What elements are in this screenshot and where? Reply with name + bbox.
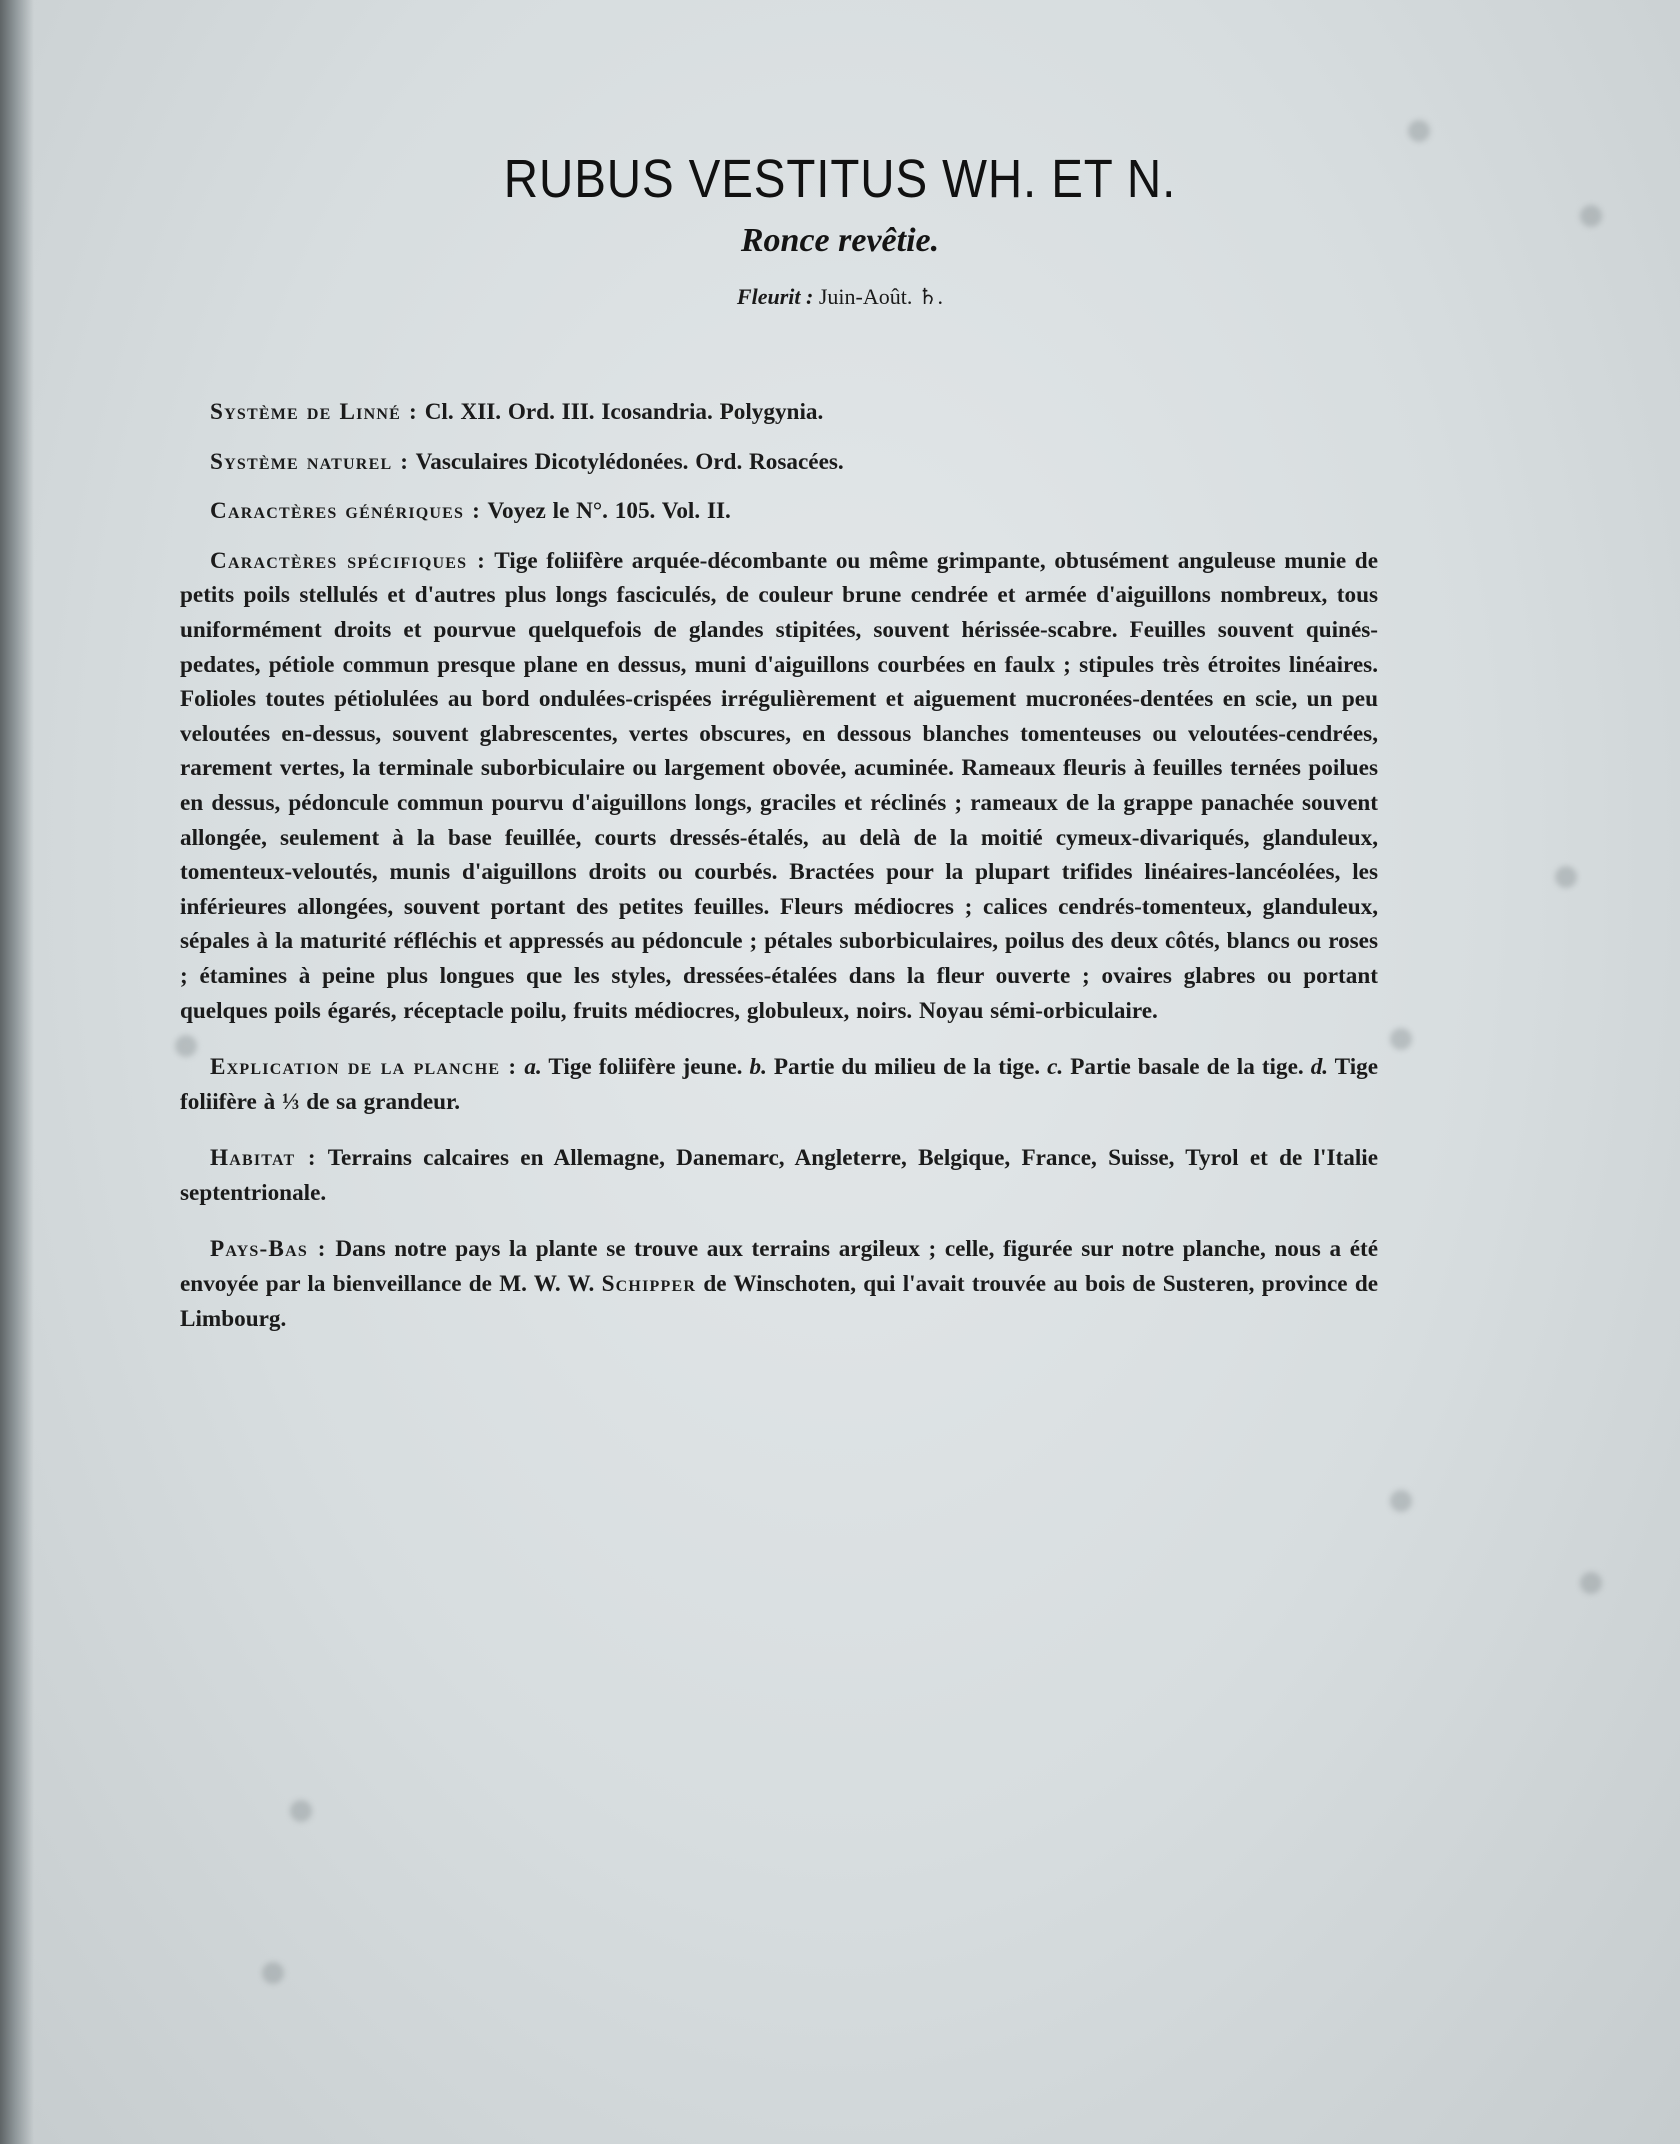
figure-text-c: Partie basale de la tige. [1070,1054,1304,1081]
section-text: de Winschoten, qui l'avait trouvée au bois de Susteren, province de Limbourg. [180,1271,1379,1332]
section-label: Caractères spécifiques : [210,547,486,574]
paper-stain [1580,1572,1602,1594]
section-specifiques [180,544,1378,1028]
figure-letter-d: d. [1310,1054,1329,1081]
section-text: Vasculaires Dicotylédonées. Ord. Rosacées. [415,448,844,475]
section-label: Système de Linné : [210,399,418,425]
figure-letter-a: a. [524,1054,542,1081]
paper-stain [1390,1490,1412,1512]
section-label: Pays-Bas : [210,1236,327,1263]
section-naturel [180,445,1378,480]
section-explication [180,1050,1378,1119]
collector-name: Schipper [601,1271,697,1298]
section-habitat [180,1141,1378,1210]
section-label: Caractères génériques : [210,498,482,525]
figure-text-b: Partie du milieu de la tige. [773,1054,1041,1081]
document-body [180,395,1378,1351]
section-pays-bas [180,1232,1378,1336]
section-linne [180,395,1378,430]
figure-letter-c: c. [1047,1054,1064,1081]
section-generiques [180,494,1378,529]
flowering-line [0,284,1680,310]
paper-stain [1555,866,1577,888]
section-text: Dans notre pays la plante se trouve aux terrains argileux ; celle, figurée sur notre planche, nous a été envoyée par la bienveillance de M. W. W. [180,1236,1379,1298]
section-text: Voyez le N°. 105. Vol. II. [487,498,731,525]
section-label: Explication de la planche : [210,1054,518,1081]
paper-stain [1390,1028,1412,1050]
section-text: Cl. XII. Ord. III. Icosandria. Polygynia. [424,399,824,425]
section-text: Terrains calcaires en Allemagne, Danemarc, Angleterre, Belgique, France, Suisse, Tyrol et de l'Italie septentrionale. [180,1145,1378,1206]
figure-letter-b: b. [749,1054,767,1081]
paper-stain [290,1800,312,1822]
section-text: Tige foliifère arquée-décombante ou même grimpante, obtusément anguleuse munie de petits poils stellulés et d'autres plus longs fasciculés, de couleur brune cendrée et armée d'aiguillons nombreux, tous uniformément droits et pourvue quelquefois de glandes stipitées, souvent hérissée-scabre. Feuilles souvent quinés-pedates, pétiole commun presque plane en dessus, muni d'aiguillons courbées en faulx ; stipules très étroites linéaires. Folioles toutes pétiolulées au bord ondulées-crispées irrégulièrement et aiguement mucronées-dentées en scie, un peu veloutées en-dessus, souvent glabrescentes, vertes obscures, en dessous blanches tomenteuses ou veloutées-cendrées, rarement vertes, la terminale suborbiculaire ou largement obovée, acuminée. Rameaux fleuris à feuilles ternées poilues en dessus, pédoncule commun pourvu d'aiguillons longs, graciles et réclinés ; rameaux de la grappe panachée souvent allongée, seulement à la base feuillée, courts dressés-étalés, au delà de la moitié cymeux-divariqués, glanduleux, tomenteux-veloutés, munis d'aiguillons droits ou courbés. Bractées pour la plupart trifides linéaires-lancéolées, les inférieures allongées, souvent portant des petites feuilles. Fleurs médiocres ; calices cendrés-tomenteux, glanduleux, sépales à la maturité réfléchis et appressés au pédoncule ; pétales suborbiculaires, poilus des deux côtés, blancs ou roses ; étamines à peine plus longues que les styles, dressées-étalées dans la fleur ouverte ; ovaires glabres ou portant quelques poils égarés, réceptacle poilu, fruits médiocres, globuleux, noirs. Noyau sémi-orbiculaire. [180,547,1378,1024]
section-label: Système naturel : [210,448,410,475]
paper-stain [262,1962,284,1984]
figure-text-d: Tige foliifère à ⅓ de sa grandeur. [180,1054,1379,1115]
paper-stain [1408,120,1430,142]
flowering-value: Juin-Août. ♄. [818,284,944,309]
flowering-label: Fleurit : [736,284,814,309]
page-subtitle: Ronce revêtie. [740,222,940,259]
page-title: RUBUS VESTITUS WH. ET N. [503,149,1177,209]
figure-text-a: Tige foliifère jeune. [548,1054,743,1081]
section-label: Habitat : [210,1145,317,1172]
